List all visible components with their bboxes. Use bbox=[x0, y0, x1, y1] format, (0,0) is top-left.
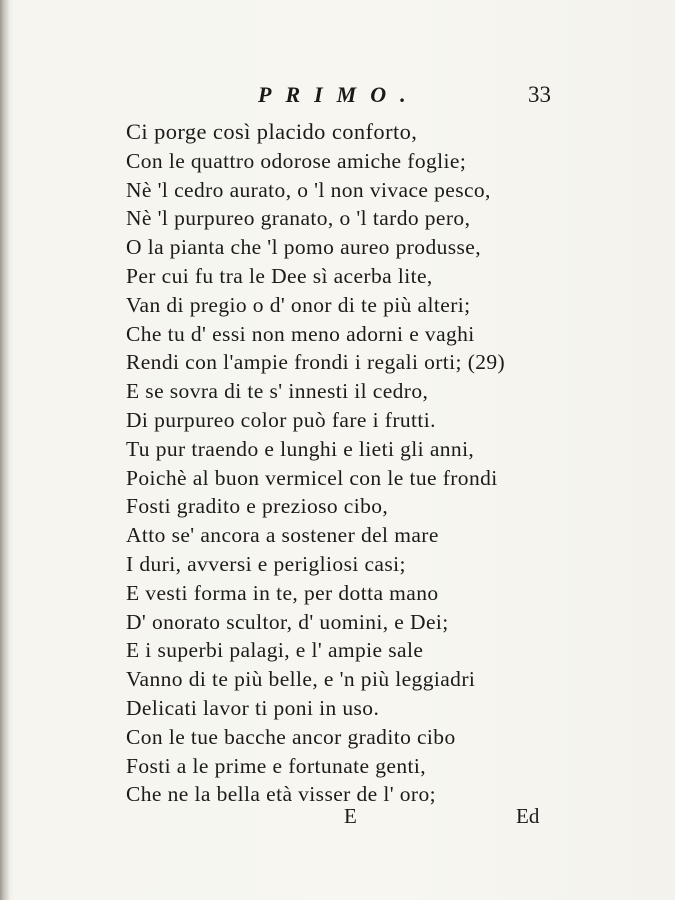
verse-line: Fosti a le prime e fortunate genti, bbox=[126, 753, 426, 778]
verse-line: Tu pur traendo e lunghi e lieti gli anni, bbox=[126, 436, 475, 461]
verse-line: E vesti forma in te, per dotta mano bbox=[126, 580, 439, 605]
verse-line: E i superbi palagi, e l' ampie sale bbox=[126, 638, 424, 663]
verse-line: Con le tue bacche ancor gradito cibo bbox=[126, 724, 456, 749]
verse-line: Nè 'l cedro aurato, o 'l non vivace pesco, bbox=[126, 177, 491, 202]
verse-line: Che tu d' essi non meno adorni e vaghi bbox=[126, 321, 475, 346]
verse-line: Van di pregio o d' onor di te più alteri; bbox=[126, 292, 471, 317]
page-footer bbox=[0, 804, 675, 834]
running-head: PRIMO. bbox=[258, 82, 420, 107]
signature-mark: E bbox=[344, 804, 357, 828]
verse-line: Atto se' ancora a sostener del mare bbox=[126, 523, 439, 548]
verse-line: Delicati lavor ti poni in uso. bbox=[126, 695, 380, 720]
catchword: Ed bbox=[516, 804, 540, 828]
verse-line: Nè 'l purpureo granato, o 'l tardo pero, bbox=[126, 206, 471, 231]
verse-line: Per cui fu tra le Dee sì acerba lite, bbox=[126, 263, 433, 288]
verse-line: I duri, avversi e perigliosi casi; bbox=[126, 551, 406, 576]
verse-line: Fosti gradito e prezioso cibo, bbox=[126, 494, 389, 519]
verse-block bbox=[126, 118, 505, 809]
verse-line: O la pianta che 'l pomo aureo produsse, bbox=[126, 235, 482, 260]
verse-line: D' onorato scultor, d' uomini, e Dei; bbox=[126, 609, 449, 634]
verse-line: Di purpureo color può fare i frutti. bbox=[126, 407, 436, 432]
verse-line: Che ne la bella età visser de l' oro; bbox=[126, 782, 437, 807]
verse-line: Poichè al buon vermicel con le tue frondi bbox=[126, 465, 498, 490]
verse-line: Con le quattro odorose amiche foglie; bbox=[126, 148, 467, 173]
verse-line: Vanno di te più belle, e 'n più leggiadri bbox=[126, 667, 476, 692]
verse-line: Rendi con l'ampie frondi i regali orti; (29) bbox=[126, 350, 506, 375]
verse-line: E se sovra di te s' innesti il cedro, bbox=[126, 379, 429, 404]
page-number: 33 bbox=[528, 82, 551, 107]
page-header bbox=[0, 82, 675, 112]
page-gutter-edge bbox=[0, 0, 10, 900]
verse-line: Ci porge così placido conforto, bbox=[126, 119, 418, 144]
